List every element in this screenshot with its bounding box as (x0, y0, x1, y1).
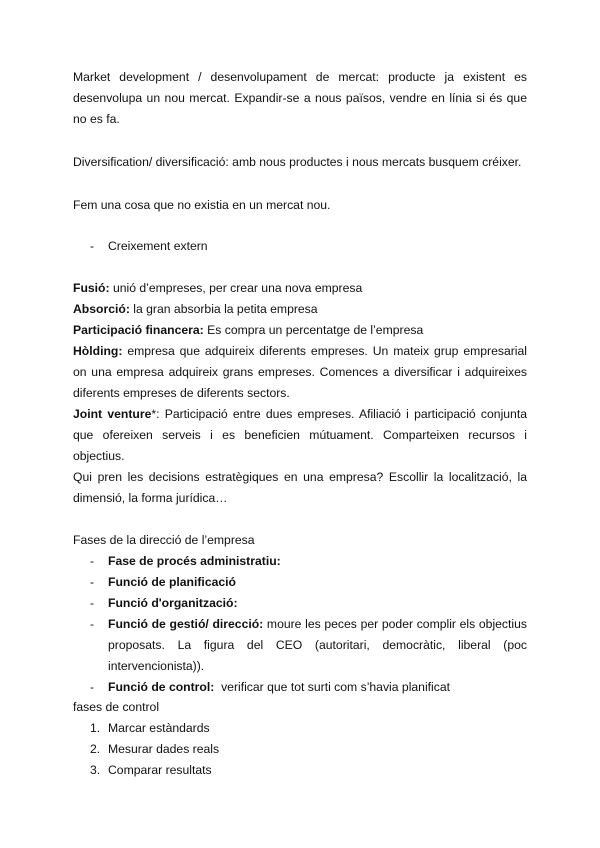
paragraph-fem-una-cosa: Fem una cosa que no existia en un mercat nou. (73, 198, 331, 212)
definition-term: Participació financera: (73, 323, 204, 337)
list-text: Marcar estàndards (108, 721, 210, 735)
definition-joint-venture (73, 404, 527, 467)
item-heading: Funció de planificació (108, 575, 236, 589)
definition-absorcio (73, 299, 318, 320)
definition-term: Joint venture (73, 407, 152, 421)
list-number: 2. (90, 742, 101, 756)
dash-marker: - (90, 680, 95, 694)
definition-text: la gran absorbia la petita empresa (129, 302, 318, 316)
definition-text: Es compra un percentatge de l’empresa (203, 323, 424, 337)
list-text: Mesurar dades reals (108, 742, 220, 756)
item-heading: Funció de gestió/ direcció: (108, 617, 264, 631)
definition-text: unió d’empreses, per crear una nova empresa (109, 281, 363, 295)
definition-term: Fusió: (73, 281, 110, 295)
definition-participacio-financera (73, 320, 423, 341)
dash-marker: - (90, 575, 95, 589)
definition-text: *: Participació entre dues empreses. Afiliació i participació conjunta que ofereixen serveis i es beneficien mútuament. Comparteixen recursos i objectius. (73, 407, 528, 463)
paragraph-strategic-question: Qui pren les decisions estratègiques en una empresa? Escollir la localització, la dimensió, la forma jurídica… (73, 470, 527, 505)
bullet-text: Creixement extern (108, 239, 208, 253)
list-text: Comparar resultats (108, 763, 212, 777)
definition-term: Absorció: (73, 302, 130, 316)
item-heading: Funció d'organització: (108, 596, 238, 610)
item-heading: Fase de procés administratiu: (108, 554, 281, 568)
paragraph-diversification: Diversification/ diversificació: amb nous productes i nous mercats busquem créixer. (73, 155, 522, 169)
dash-marker: - (90, 239, 95, 253)
item-text: verificar que tot surti com s’havia planificat (214, 680, 451, 694)
dash-marker: - (90, 554, 95, 568)
control-title: fases de control (73, 700, 160, 714)
list-number: 3. (90, 763, 101, 777)
paragraph-market-development: Market development / desenvolupament de mercat: producte ja existent es desenvolupa un nou mercat. Expandir-se a nous països, vendre en línia si és que no es fa. (73, 70, 527, 126)
fases-title: Fases de la direcció de l’empresa (73, 533, 255, 547)
list-number: 1. (90, 721, 101, 735)
definition-holding (73, 341, 527, 404)
item-text: moure les peces per poder complir els objectius proposats. La figura del CEO (autoritari, democràtic, liberal (poc intervencionista)). (108, 617, 527, 673)
definition-text: empresa que adquireix diferents empreses. Un mateix grup empresarial on una empresa adquireix grans empreses. Comences a diversificar i adquireixes diferents empreses de diferents sectors. (73, 344, 527, 400)
dash-marker: - (90, 617, 95, 631)
definition-term: Hòlding: (73, 344, 123, 358)
dash-marker: - (90, 596, 95, 610)
item-heading: Funció de control: (108, 680, 215, 694)
definition-fusio (73, 278, 362, 299)
